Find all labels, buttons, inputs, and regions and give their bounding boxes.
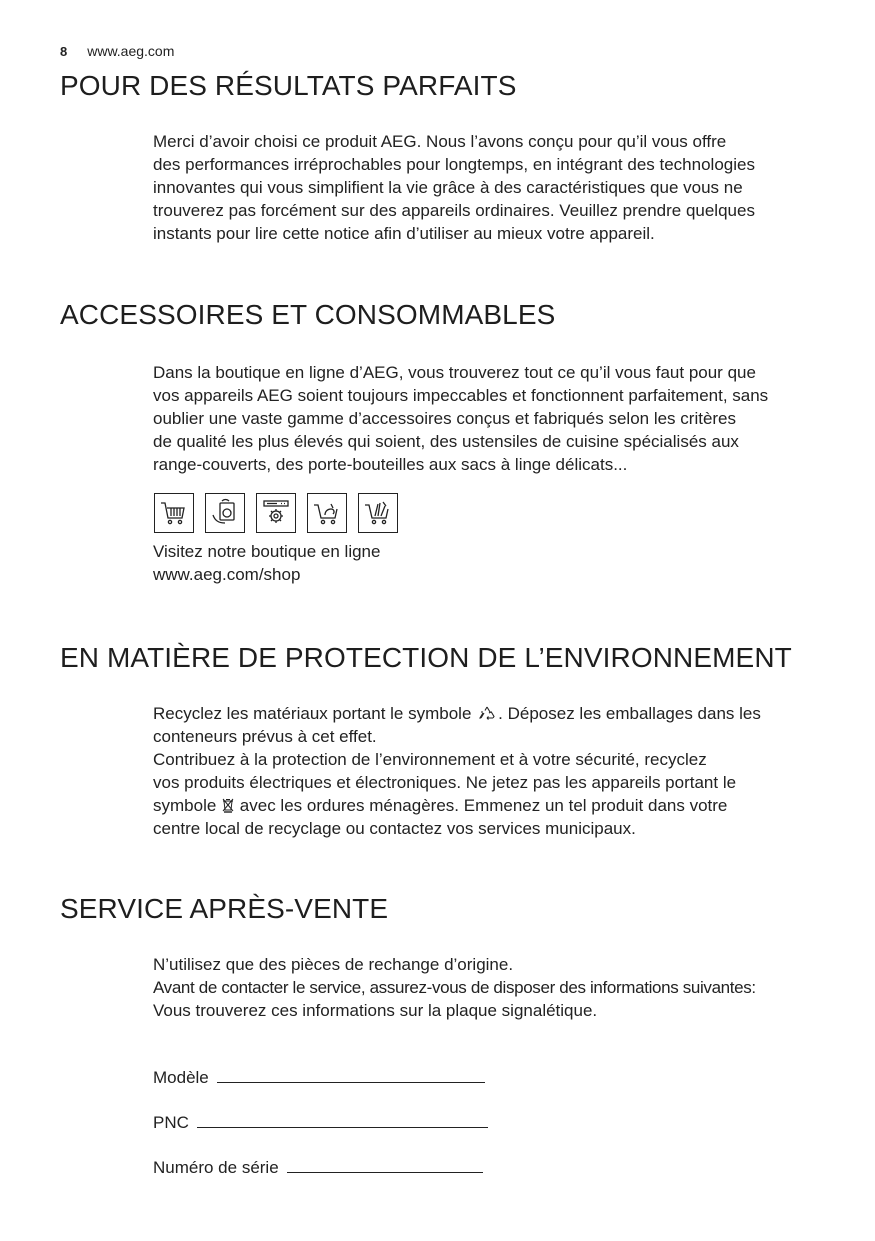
section-title-results: POUR DES RÉSULTATS PARFAITS [60,70,517,101]
model-field[interactable] [153,1067,485,1088]
para-line: des performances irréprochables pour longtemps, en intégrant des technologies [153,155,755,174]
serial-number-label: Numéro de série [153,1158,279,1177]
pnc-blank-line[interactable] [197,1112,488,1128]
para-line: Dans la boutique en ligne d’AEG, vous trouverez tout ce qu’il vous faut pour que [153,363,756,382]
para-line: centre local de recyclage ou contactez vos services municipaux. [153,819,636,838]
cart-dishwasher-icon [154,493,194,533]
section-title-accessories: ACCESSOIRES ET CONSOMMABLES [60,299,556,330]
line-text: . Déposez les emballages dans les [498,704,761,723]
para-line: Vous trouverez ces informations sur la plaque signalétique. [153,1001,598,1020]
para-line: N’utilisez que des pièces de rechange d’origine. [153,955,514,974]
para-line: instants pour lire cette notice afin d’utiliser au mieux votre appareil. [153,224,655,243]
page-header [60,43,174,59]
para-line: Contribuez à la protection de l’environnement et à votre sécurité, recyclez [153,750,707,769]
para-line: Avant de contacter le service, assurez-vous de disposer des informations suivantes: [153,978,756,997]
accessories-paragraph [153,361,768,476]
service-paragraph [153,953,756,1022]
header-url[interactable]: www.aeg.com [87,43,175,59]
recycle-icon [476,705,498,721]
shop-paragraph [153,540,380,586]
line-text: Recyclez les matériaux portant le symbole [153,704,472,723]
cart-oven-icon [256,493,296,533]
pnc-label: PNC [153,1113,189,1132]
crossed-bin-icon [221,797,235,813]
para-line: conteneurs prévus à cet effet. [153,727,377,746]
para-line: oublier une vaste gamme d’accessoires conçus et fabriqués selon les critères [153,409,737,428]
para-line [153,794,761,817]
para-line: vos appareils AEG soient toujours impeccables et fonctionnent parfaitement, sans [153,386,769,405]
serial-number-field[interactable] [153,1157,483,1178]
cart-vacuum-icon [307,493,347,533]
shop-icons-row [154,493,398,533]
shop-text: Visitez notre boutique en ligne [153,542,381,561]
line-text: symbole [153,796,217,815]
para-line: trouverez pas forcément sur des appareils ordinaires. Veuillez prendre quelques [153,201,755,220]
para-line: vos produits électriques et électroniques. Ne jetez pas les appareils portant le [153,773,737,792]
intro-paragraph [153,130,755,245]
para-line [153,702,761,725]
cart-washing-machine-icon [205,493,245,533]
para-line: de qualité les plus élevés qui soient, des ustensiles de cuisine spécialisés aux [153,432,739,451]
cart-bottles-icon [358,493,398,533]
page-number: 8 [60,44,68,59]
para-line: range-couverts, des porte-bouteilles aux sacs à linge délicats... [153,455,628,474]
shop-link[interactable]: www.aeg.com/shop [153,565,301,584]
pnc-field[interactable] [153,1112,488,1133]
environment-paragraph [153,702,761,840]
serial-number-blank-line[interactable] [287,1157,483,1173]
para-line: innovantes qui vous simplifient la vie grâce à des caractéristiques que vous ne [153,178,743,197]
model-blank-line[interactable] [217,1067,485,1083]
model-label: Modèle [153,1068,209,1087]
line-text: avec les ordures ménagères. Emmenez un tel produit dans votre [239,796,728,815]
para-line: Merci d’avoir choisi ce produit AEG. Nous l’avons conçu pour qu’il vous offre [153,132,727,151]
section-title-environment: EN MATIÈRE DE PROTECTION DE L’ENVIRONNEMENT [60,642,792,673]
section-title-service: SERVICE APRÈS-VENTE [60,893,389,924]
